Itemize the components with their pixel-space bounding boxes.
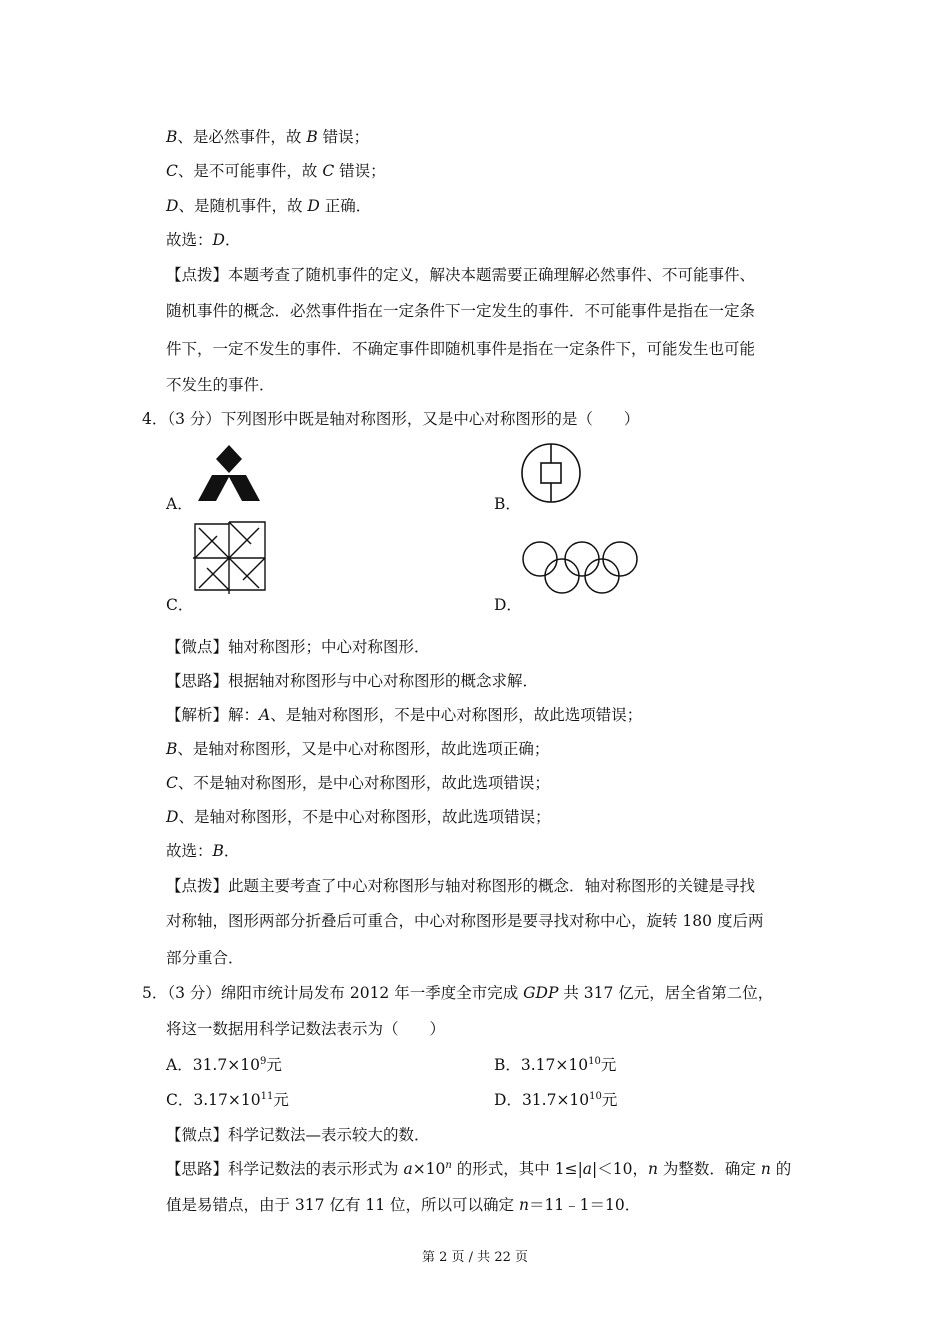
q5-option-b: B．$3.17\times 10^{10}$元 — [494, 1055, 617, 1074]
q3-hint-line: 不发生的事件． — [166, 376, 275, 394]
diamond-shape — [228, 475, 260, 501]
q4-explain-b: B、是轴对称图形，又是中心对称图形，故此选项正确； — [166, 740, 550, 758]
q4-figure-a — [194, 443, 264, 503]
q3-explain-d: D、是随机事件，故 D 正确． — [166, 197, 372, 215]
q5-silu-line2: 值是易错点，由于 317 亿有 11 位，所以可以确定 n＝11﹣1＝10． — [166, 1196, 641, 1214]
q4-option-b-label: B． — [494, 495, 521, 513]
q3-answer: 故选：D． — [166, 231, 241, 249]
q4-stem: 4．（3 分）下列图形中既是轴对称图形，又是中心对称图形的是（ ） — [142, 410, 640, 428]
q4-answer: 故选：B． — [166, 842, 240, 860]
q4-option-c-label: C． — [166, 596, 194, 614]
q5-stem-line2: 将这一数据用科学记数法表示为（ ） — [166, 1020, 446, 1038]
q5-silu-line1: 【思路】科学记数法的表示形式为 $a\times 10^n$ 的形式，其中 1≤|a|＜10，n 为整数．确定 n 的 — [166, 1159, 792, 1178]
q4-hint-line: 部分重合． — [166, 949, 244, 967]
q5-option-d: D．$31.7\times 10^{10}$元 — [494, 1090, 618, 1109]
q3-hint-line: 【点拨】本题考查了随机事件的定义，解决本题需要正确理解必然事件、不可能事件、 — [166, 266, 756, 284]
q4-jiexi: 【解析】解：A、是轴对称图形，不是中心对称图形，故此选项错误； — [166, 706, 643, 724]
diamond-shape — [198, 475, 230, 501]
q4-explain-c: C、不是轴对称图形，是中心对称图形，故此选项错误； — [166, 774, 550, 792]
q4-hint-line: 【点拨】此题主要考查了中心对称图形与轴对称图形的概念．轴对称图形的关键是寻找 — [166, 877, 756, 895]
page-footer: 第 2 页 / 共 22 页 — [422, 1250, 528, 1265]
q3-hint-line: 随机事件的概念．必然事件指在一定条件下一定发生的事件．不可能事件是指在一定条 — [166, 302, 756, 320]
diamond-shape — [216, 445, 242, 473]
q4-figure-c — [193, 522, 265, 594]
q4-option-a-label: A． — [166, 495, 193, 513]
q4-hint-line: 对称轴，图形两部分折叠后可重合，中心对称图形是要寻找对称中心，旋转 180 度后两 — [166, 912, 764, 930]
q4-explain-d: D、是轴对称图形，不是中心对称图形，故此选项错误； — [166, 808, 551, 826]
q3-hint-line: 件下，一定不发生的事件．不确定事件即随机事件是指在一定条件下，可能发生也可能 — [166, 340, 756, 358]
q5-option-a: A．$31.7\times 10^9$元 — [166, 1055, 282, 1074]
q5-weidian: 【微点】科学记数法—表示较大的数． — [166, 1126, 430, 1144]
q4-figure-b — [520, 442, 582, 504]
q5-option-c: C．$3.17\times 10^{11}$元 — [166, 1090, 289, 1109]
q4-option-d-label: D． — [494, 596, 522, 614]
q3-explain-b: B、是必然事件，故 B 错误； — [166, 128, 370, 146]
q4-weidian: 【微点】轴对称图形；中心对称图形． — [166, 638, 430, 656]
q4-silu: 【思路】根据轴对称图形与中心对称图形的概念求解． — [166, 672, 539, 690]
q4-figure-d — [521, 540, 641, 600]
q3-explain-c: C、是不可能事件，故 C 错误； — [166, 162, 386, 180]
q5-stem-line1: 5．（3 分）绵阳市统计局发布 2012 年一季度全市完成 GDP 共 317 亿元，居全省第二位， — [142, 984, 774, 1002]
